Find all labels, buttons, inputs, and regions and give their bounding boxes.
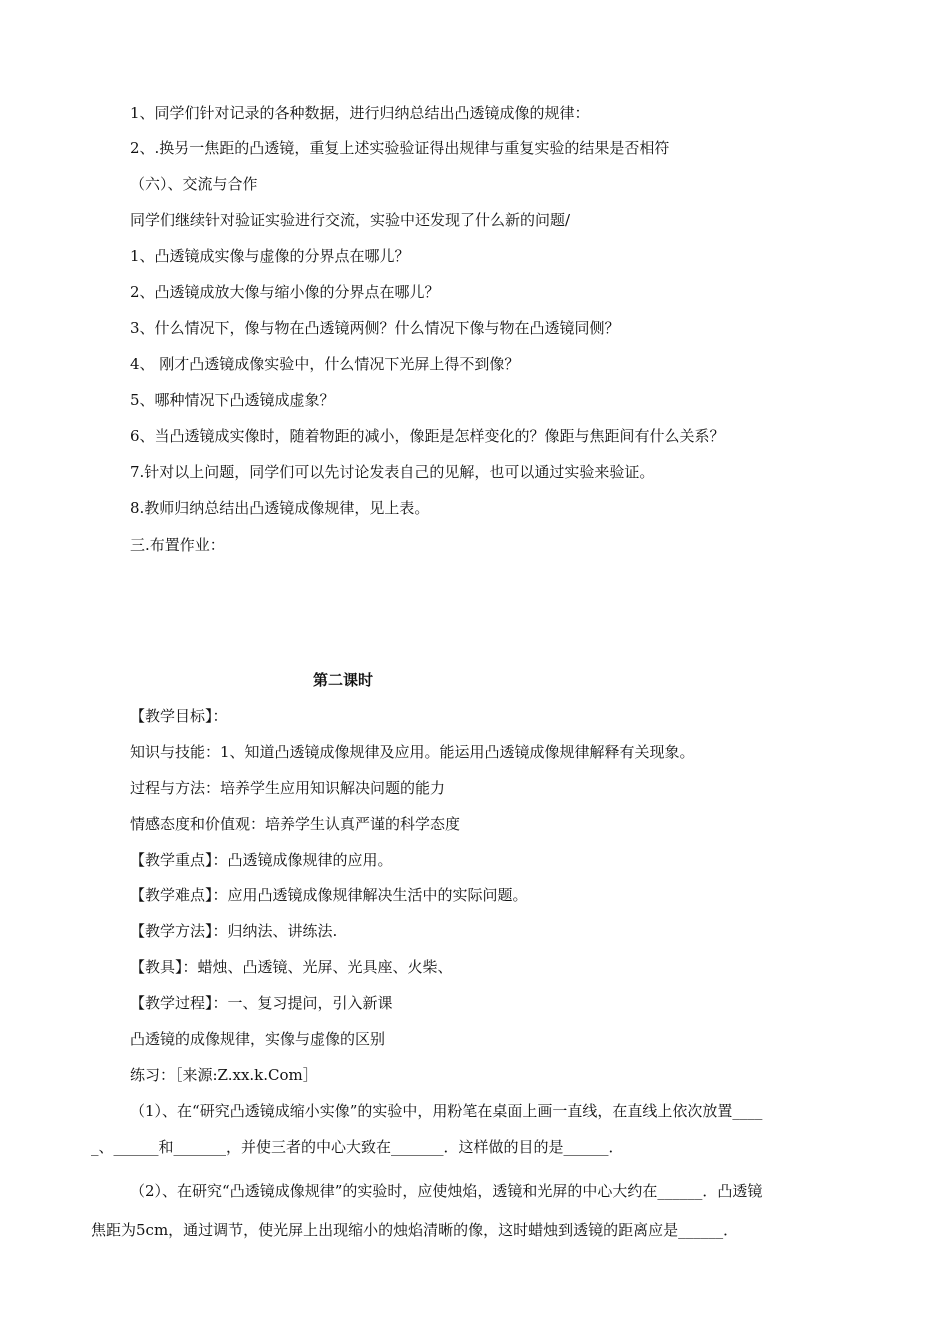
text-line: 2、.换另一焦距的凸透镜，重复上述实验验证得出规律与重复实验的结果是否相符 [130,139,670,157]
question-item: 4、 刚才凸透镜成像实验中，什么情况下光屏上得不到像？ [130,355,520,373]
text-line: 练习：［来源:Z.xx.k.Com］ [130,1066,318,1084]
text-line: 过程与方法：培养学生应用知识解决问题的能力 [130,779,446,797]
text-line: 【教学重点】：凸透镜成像规律的应用。 [130,851,393,869]
section-subheading: （六）、交流与合作 [130,175,258,193]
exercise-2-line-2: 焦距为5cm，通过调节，使光屏上出现缩小的烛焰清晰的像，这时蜡烛到透镜的距离应是______． [91,1221,739,1239]
text-line: 1、同学们针对记录的各种数据，进行归纳总结出凸透镜成像的规律： [130,104,590,122]
text-line: 【教学方法】：归纳法、讲练法. [130,922,338,940]
text-line: 【教具】：蜡烛、凸透镜、光屏、光具座、火柴、 [130,958,453,976]
section-heading: 三.布置作业： [130,536,225,554]
question-item: 6、当凸透镜成实像时，随着物距的减小，像距是怎样变化的？像距与焦距间有什么关系？ [130,427,725,445]
text-line: 知识与技能：1、知道凸透镜成像规律及应用。能运用凸透镜成像规律解释有关现象。 [130,743,695,761]
text-line: 情感态度和价值观：培养学生认真严谨的科学态度 [130,815,461,833]
exercise-1-line-2: _、______和_______，并使三者的中心大致在_______．这样做的目的是______． [91,1138,624,1156]
lesson-title: 第二课时 [313,671,374,689]
text-line: 凸透镜的成像规律，实像与虚像的区别 [130,1030,386,1048]
question-item: 2、凸透镜成放大像与缩小像的分界点在哪儿？ [130,283,440,301]
exercise-2-line-1: （2）、在研究“凸透镜成像规律”的实验时，应使烛焰，透镜和光屏的中心大约在______．凸透镜 [130,1182,763,1200]
text-line: 同学们继续针对验证实验进行交流，实验中还发现了什么新的问题/ [130,211,571,229]
question-item: 5、哪种情况下凸透镜成虚象？ [130,391,335,409]
text-line: 8.教师归纳总结出凸透镜成像规律，见上表。 [130,499,430,517]
exercise-1-line-1: （1）、在“研究凸透镜成缩小实像”的实验中，用粉笔在桌面上画一直线，在直线上依次放置____ [130,1102,763,1120]
text-line: 【教学难点】：应用凸透镜成像规律解决生活中的实际问题。 [130,886,528,904]
question-item: 1、凸透镜成实像与虚像的分界点在哪儿？ [130,247,410,265]
label-heading: 【教学目标】： [130,707,228,725]
text-line: 7.针对以上问题，同学们可以先讨论发表自己的见解，也可以通过实验来验证。 [130,463,655,481]
text-line: 【教学过程】：一、复习提问，引入新课 [130,994,393,1012]
question-item: 3、什么情况下，像与物在凸透镜两侧？什么情况下像与物在凸透镜同侧？ [130,319,620,337]
